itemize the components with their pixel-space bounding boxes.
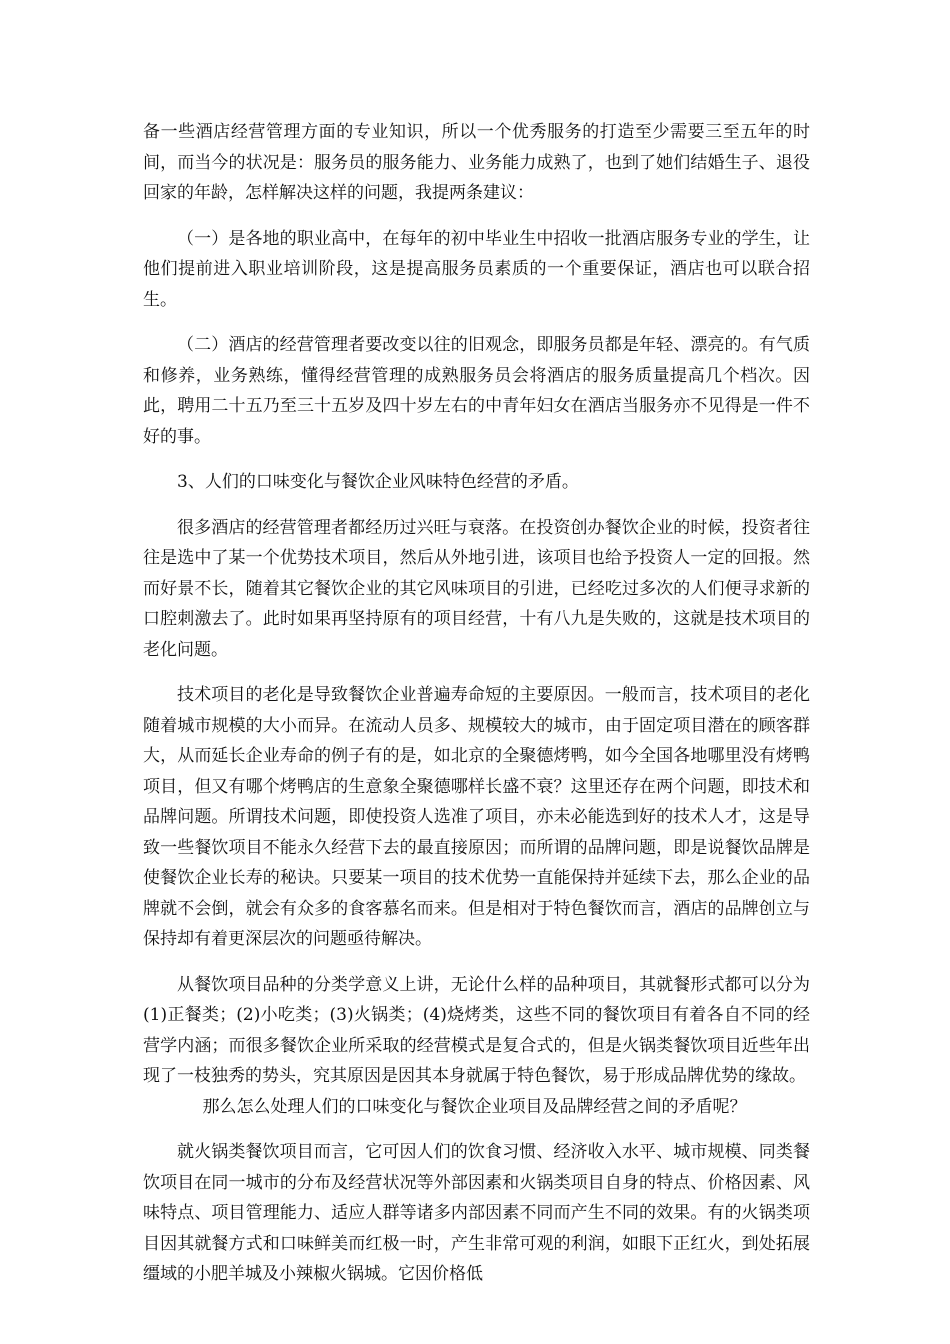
paragraph-suggestion-two: （二）酒店的经营管理者要改变以往的旧观念，即服务员都是年轻、漂亮的。有气质和修养，业务熟练，懂得经营管理的成熟服务员会将酒店的服务质量提高几个档次。因此，聘用二十五乃至三十五岁及四十岁左右的中青年妇女在酒店当服务亦不见得是一件不好的事。 bbox=[143, 335, 810, 447]
section-heading-3: 3、人们的口味变化与餐饮企业风味特色经营的矛盾。 bbox=[177, 472, 579, 492]
paragraph-hotpot: 就火锅类餐饮项目而言，它可因人们的饮食习惯、经济收入水平、城市规模、同类餐饮项目在同一城市的分布及经营状况等外部因素和火锅类项目自身的特点、价格因素、风味特点、项目管理能力、适应人群等诸多内部因素不同而产生不同的效果。有的火锅类项目因其就餐方式和口味鲜美而红极一时，产生非常可观的利润，如眼下正红火，到处拓展缰域的小肥羊城及小辣椒火锅城。它因价格低 bbox=[143, 1142, 810, 1284]
paragraph-classification: 从餐饮项目品种的分类学意义上讲，无论什么样的品种项目，其就餐形式都可以分为(1)正餐类；(2)小吃类；(3)火锅类；(4)烧烤类，这些不同的餐饮项目有着各自不同的经营学内涵；而很多餐饮企业所采取的经营模式是复合式的，但是火锅类餐饮项目近些年出现了一枝独秀的势头，究其原因是因其本身就属于特色餐饮，易于形成品牌优势的缘故。 bbox=[143, 974, 810, 1086]
paragraph-continuation: 备一些酒店经营管理方面的专业知识，所以一个优秀服务的打造至少需要三至五年的时间，而当今的状况是：服务员的服务能力、业务能力成熟了，也到了她们结婚生子、退役回家的年龄，怎样解决这样的问题，我提两条建议： bbox=[143, 122, 810, 203]
paragraph-technology-aging: 技术项目的老化是导致餐饮企业普遍寿命短的主要原因。一般而言，技术项目的老化随着城市规模的大小而异。在流动人员多、规模较大的城市，由于固定项目潜在的顾客群大，从而延长企业寿命的例子有的是，如北京的全聚德烤鸭，如今全国各地哪里没有烤鸭项目，但又有哪个烤鸭店的生意象全聚德哪样长盛不衰？这里还存在两个问题，即技术和品牌问题。所谓技术问题，即使投资人选准了项目，亦未必能选到好的技术人才，这是导致一些餐饮项目不能永久经营下去的最直接原因；而所谓的品牌问题，即是说餐饮品牌是使餐饮企业长寿的秘诀。只要某一项目的技术优势一直能保持并延续下去，那么企业的品牌就不会倒，就会有众多的食客慕名而来。但是相对于特色餐饮而言，酒店的品牌创立与保持却有着更深层次的问题亟待解决。 bbox=[143, 685, 810, 949]
paragraph-rise-and-fall: 很多酒店的经营管理者都经历过兴旺与衰落。在投资创办餐饮企业的时候，投资者往往是选中了某一个优势技术项目，然后从外地引进，该项目也给予投资人一定的回报。然而好景不长，随着其它餐饮企业的其它风味项目的引进，已经吃过多次的人们便寻求新的口腔刺激去了。此时如果再坚持原有的项目经营，十有八九是失败的，这就是技术项目的老化问题。 bbox=[143, 517, 810, 660]
document-body bbox=[143, 117, 810, 1290]
paragraph-question: 那么怎么处理人们的口味变化与餐饮企业项目及品牌经营之间的矛盾呢？ bbox=[202, 1096, 747, 1117]
paragraph-suggestion-one: （一）是各地的职业高中，在每年的初中毕业生中招收一批酒店服务专业的学生，让他们提前进入职业培训阶段，这是提高服务员素质的一个重要保证，酒店也可以联合招生。 bbox=[143, 228, 810, 310]
